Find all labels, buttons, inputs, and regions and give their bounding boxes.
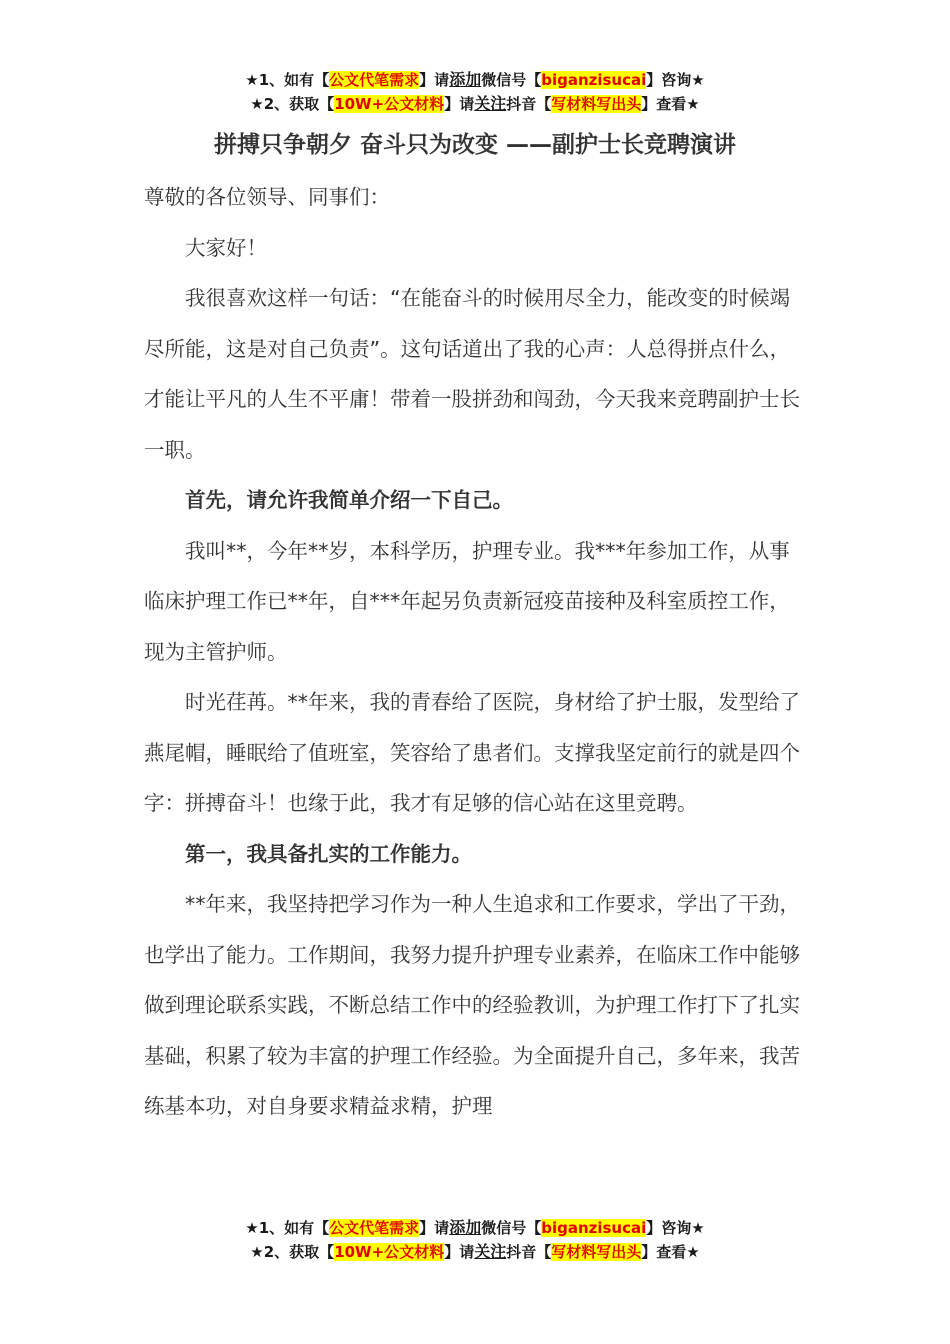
banner-text: 】查看★	[641, 1243, 700, 1261]
section-heading: 首先，请允许我简单介绍一下自己。	[185, 488, 513, 512]
document-title: 拼搏只争朝夕 奋斗只为改变 ——副护士长竞聘演讲	[213, 132, 736, 158]
banner-text: 微信号【	[481, 71, 542, 89]
banner-highlight: 公文代笔需求	[329, 71, 420, 89]
banner-underline: 添加	[449, 1218, 482, 1237]
banner-text: 】请	[444, 95, 475, 113]
salutation: 尊敬的各位领导、同事们：	[144, 185, 390, 209]
paragraph: **年来，我坚持把学习作为一种人生追求和工作要求，学出了干劲，也学出了能力。工作期间，我努力提升护理专业素养，在临床工作中能够做到理论联系实践，不断总结工作中的经验教训，为护理工作打下了扎实基础，积累了较为丰富的护理工作经验。为全面提升自己，多年来，我苦练基本功，对自身要求精益求精，护理	[144, 892, 800, 1118]
header-banner	[0, 68, 950, 116]
banner-highlight-wechat: biganzisucai	[541, 1219, 647, 1237]
banner-underline: 添加	[449, 70, 482, 89]
banner-text: 】请	[444, 1243, 475, 1261]
banner-line-2	[0, 92, 950, 116]
banner-text: ★1、如有【	[245, 71, 330, 89]
banner-text: 】查看★	[641, 95, 700, 113]
banner-text: 】请	[419, 71, 450, 89]
banner-text: 微信号【	[481, 1219, 542, 1237]
banner-underline: 关注	[474, 1242, 507, 1261]
banner-line-1	[0, 1216, 950, 1240]
banner-text: ★1、如有【	[245, 1219, 330, 1237]
paragraph: 我叫**，今年**岁，本科学历，护理专业。我***年参加工作，从事临床护理工作已**年，自***年起另负责新冠疫苗接种及科室质控工作，现为主管护师。	[144, 538, 790, 664]
banner-line-2	[0, 1240, 950, 1264]
paragraph: 我很喜欢这样一句话：“在能奋斗的时候用尽全力，能改变的时候竭尽所能，这是对自己负责”。这句话道出了我的心声：人总得拼点什么，才能让平凡的人生不平庸！带着一股拼劲和闯劲，今天我来竞聘副护士长一职。	[144, 286, 800, 462]
banner-text: ★2、获取【	[250, 95, 335, 113]
banner-text: 】咨询★	[646, 71, 705, 89]
banner-text: ★2、获取【	[250, 1243, 335, 1261]
paragraph: 大家好！	[185, 235, 267, 260]
banner-highlight-douyin: 写材料写出头	[551, 95, 642, 113]
document-body	[144, 172, 806, 1132]
banner-line-1	[0, 68, 950, 92]
banner-highlight: 10W+公文材料	[334, 95, 445, 113]
banner-highlight-douyin: 写材料写出头	[551, 1243, 642, 1261]
banner-underline: 关注	[474, 94, 507, 113]
banner-text: 】咨询★	[646, 1219, 705, 1237]
banner-text: 抖音【	[506, 1243, 552, 1261]
banner-text: 】请	[419, 1219, 450, 1237]
banner-highlight: 公文代笔需求	[329, 1219, 420, 1237]
banner-highlight-wechat: biganzisucai	[541, 71, 647, 89]
banner-text: 抖音【	[506, 95, 552, 113]
footer-banner	[0, 1216, 950, 1264]
section-heading: 第一，我具备扎实的工作能力。	[185, 841, 472, 866]
paragraph: 时光荏苒。**年来，我的青春给了医院，身材给了护士服，发型给了燕尾帽，睡眠给了值班室，笑容给了患者们。支撑我坚定前行的就是四个字：拼搏奋斗！也缘于此，我才有足够的信心站在这里竞聘。	[144, 690, 800, 815]
banner-highlight: 10W+公文材料	[334, 1243, 445, 1261]
